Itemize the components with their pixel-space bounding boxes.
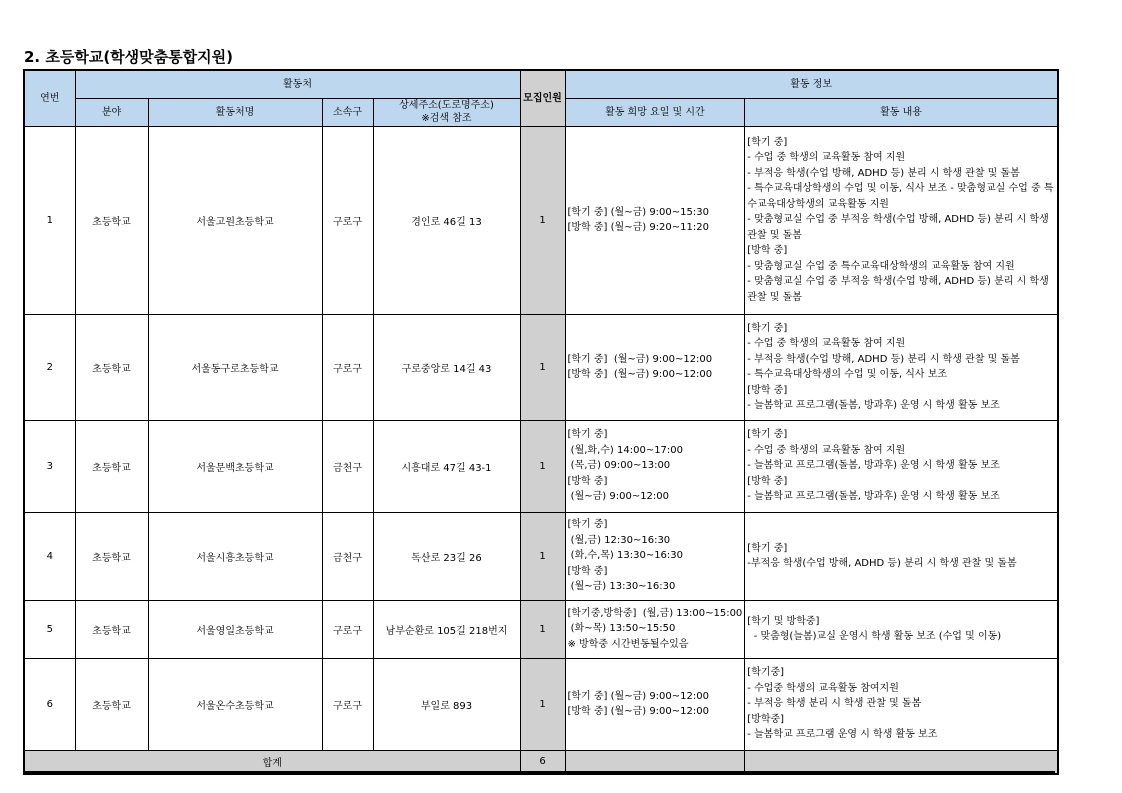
row-recruit: 1	[520, 600, 565, 658]
row-content	[745, 512, 1058, 600]
content-line: - 늘봄학교 프로그램(돌봄, 방과후) 운영 시 학생 활동 보조	[747, 491, 1000, 503]
row-schedule	[565, 314, 745, 420]
schedule-line: [방학 중] (월~금) 9:00~12:00	[567, 369, 713, 380]
table-row	[24, 658, 1058, 750]
row-district: 구로구	[322, 314, 373, 420]
row-recruit: 1	[520, 126, 565, 314]
header-recruit: 모집인원	[520, 70, 565, 126]
content-line: [학기 중]	[747, 542, 788, 554]
row-schedule	[565, 512, 745, 600]
schedule-line: (월~금) 13:30~16:30	[567, 581, 676, 593]
schedule-line: ※ 방학중 시간변동될수있음	[567, 638, 689, 650]
content-line: [방학 중]	[747, 475, 788, 487]
row-field: 초등학교	[75, 658, 148, 750]
schedule-line: (월,화,수) 14:00~17:00	[567, 444, 684, 456]
schedule-line: [학기 중] (월~금) 9:00~15:30	[567, 206, 709, 218]
row-no: 3	[24, 420, 75, 512]
content-line: - 늘봄학교 프로그램 운영 시 학생 활동 보조	[747, 729, 938, 741]
row-recruit: 1	[520, 658, 565, 750]
schedule-line: [방학 중]	[567, 565, 608, 577]
table-row	[24, 314, 1058, 420]
row-district: 구로구	[322, 126, 373, 314]
content-line: - 수업 중 학생의 교육활동 참여 지원	[747, 338, 906, 349]
content-line: - 특수교육대상학생의 수업 및 이동, 식사 보조 - 맞춤형교실 수업 중 특수교육대상학생의 교육활동 지원	[747, 183, 1054, 210]
content-line: [학기 중]	[747, 429, 788, 441]
header-no: 연번	[24, 70, 75, 126]
row-recruit: 1	[520, 512, 565, 600]
row-address: 남부순환로 105길 218번지	[373, 600, 520, 658]
header-place-group: 활동처	[75, 70, 520, 98]
row-schedule	[565, 126, 745, 314]
table-row	[24, 512, 1058, 600]
schedule-line: [방학 중] (월~금) 9:00~12:00	[567, 706, 709, 717]
row-no: 2	[24, 314, 75, 420]
content-line: [학기중]	[747, 667, 785, 679]
row-no: 6	[24, 658, 75, 750]
schedule-line: (목,금) 09:00~13:00	[567, 460, 671, 472]
row-place-name: 서울온수초등학교	[148, 658, 322, 750]
row-field: 초등학교	[75, 126, 148, 314]
row-address: 경인로 46길 13	[373, 126, 520, 314]
header-district: 소속구	[322, 98, 373, 126]
row-place-name: 서울영일초등학교	[148, 600, 322, 658]
content-line: - 수업중 학생의 교육활동 참여지원	[747, 682, 899, 694]
row-content	[745, 420, 1058, 512]
row-recruit: 1	[520, 314, 565, 420]
row-field: 초등학교	[75, 420, 148, 512]
row-content	[745, 314, 1058, 420]
row-place-name: 서울고원초등학교	[148, 126, 322, 314]
content-line: - 특수교육대상학생의 수업 및 이동, 식사 보조	[747, 369, 948, 380]
section-title: 2. 초등학교(학생맞춤통합지원)	[24, 48, 233, 66]
row-place-name: 서울시흥초등학교	[148, 512, 322, 600]
table-bottom-border	[23, 771, 1055, 773]
row-address: 구로중앙로 14길 43	[373, 314, 520, 420]
row-field: 초등학교	[75, 512, 148, 600]
row-field: 초등학교	[75, 600, 148, 658]
row-no: 1	[24, 126, 75, 314]
schedule-line: [학기 중] (월~금) 9:00~12:00	[567, 353, 713, 365]
schedule-line: [방학 중] (월~금) 9:20~11:20	[567, 222, 709, 233]
content-line: - 부적응 학생(수업 방해, ADHD 등) 분리 시 학생 관찰 및 돌봄	[747, 167, 1020, 179]
row-place-name: 서울동구로초등학교	[148, 314, 322, 420]
content-line: - 수업 중 학생의 교육활동 참여 지원	[747, 152, 906, 164]
table-row	[24, 420, 1058, 512]
schedule-line: (월~금) 9:00~12:00	[567, 491, 670, 503]
row-content	[745, 658, 1058, 750]
content-line: - 늘봄학교 프로그램(돌봄, 방과후) 운영 시 학생 활동 보조	[747, 460, 1000, 472]
row-place-name: 서울문백초등학교	[148, 420, 322, 512]
content-line: - 맞춤형교실 수업 중 특수교육대상학생의 교육활동 참여 지원	[747, 260, 1015, 272]
row-district: 금천구	[322, 420, 373, 512]
schedule-line: [방학 중]	[567, 475, 608, 487]
row-schedule	[565, 420, 745, 512]
content-line: [학기 및 방학중]	[747, 615, 820, 627]
header-place-name: 활동처명	[148, 98, 322, 126]
header-address-line1: 상세주소(도로명주소)	[399, 100, 494, 111]
schedule-line: (월,금) 12:30~16:30	[567, 534, 671, 546]
row-content	[745, 600, 1058, 658]
total-label: 합계	[24, 750, 520, 774]
header-address	[373, 98, 520, 126]
content-line: - 늘봄학교 프로그램(돌봄, 방과후) 운영 시 학생 활동 보조	[747, 400, 1000, 411]
row-address: 독산로 23길 26	[373, 512, 520, 600]
schedule-line: [학기 중]	[567, 429, 608, 441]
row-content	[745, 126, 1058, 314]
header-info-group: 활동 정보	[565, 70, 1058, 98]
row-district: 구로구	[322, 600, 373, 658]
content-line: [방학 중]	[747, 384, 788, 396]
row-address: 시흥대로 47길 43-1	[373, 420, 520, 512]
header-field: 분야	[75, 98, 148, 126]
content-line: [방학 중]	[747, 245, 788, 257]
content-line: - 수업 중 학생의 교육활동 참여 지원	[747, 444, 906, 456]
content-line: - 맞춤형(늘봄)교실 운영시 학생 활동 보조 (수업 및 이동)	[747, 631, 1002, 642]
row-schedule	[565, 600, 745, 658]
table-row	[24, 600, 1058, 658]
schedule-line: [학기중,방학중] (월,금) 13:00~15:00	[567, 607, 743, 619]
table-row	[24, 126, 1058, 314]
row-district: 구로구	[322, 658, 373, 750]
header-schedule: 활동 희망 요일 및 시간	[565, 98, 745, 126]
schedule-line: [학기 중] (월~금) 9:00~12:00	[567, 690, 709, 702]
schedule-line: (화~목) 13:50~15:50	[567, 623, 676, 635]
recruitment-table	[23, 69, 1059, 775]
row-district: 금천구	[322, 512, 373, 600]
row-no: 4	[24, 512, 75, 600]
content-line: - 맞춤형교실 수업 중 부적응 학생(수업 방해, ADHD 등) 분리 시 학생 관찰 및 돌봄	[747, 214, 1049, 241]
content-line: - 맞춤형교실 수업 중 부적응 학생(수업 방해, ADHD 등) 분리 시 학생 관찰 및 돌봄	[747, 276, 1049, 303]
schedule-line: (화,수,목) 13:30~16:30	[567, 550, 684, 562]
header-content: 활동 내용	[745, 98, 1058, 126]
content-line: -부적응 학생(수업 방해, ADHD 등) 분리 시 학생 관찰 및 돌봄	[747, 558, 1017, 569]
content-line: [방학중]	[747, 713, 785, 725]
total-value: 6	[520, 750, 565, 774]
row-no: 5	[24, 600, 75, 658]
header-address-line2: ※검색 참조	[421, 113, 472, 124]
content-line: [학기 중]	[747, 322, 788, 334]
row-schedule	[565, 658, 745, 750]
content-line: - 부적응 학생 분리 시 학생 관찰 및 돌봄	[747, 698, 922, 710]
content-line: [학기 중]	[747, 136, 788, 148]
content-line: - 부적응 학생(수업 방해, ADHD 등) 분리 시 학생 관찰 및 돌봄	[747, 353, 1020, 365]
row-recruit: 1	[520, 420, 565, 512]
row-address: 부일로 893	[373, 658, 520, 750]
row-field: 초등학교	[75, 314, 148, 420]
schedule-line: [학기 중]	[567, 519, 608, 531]
